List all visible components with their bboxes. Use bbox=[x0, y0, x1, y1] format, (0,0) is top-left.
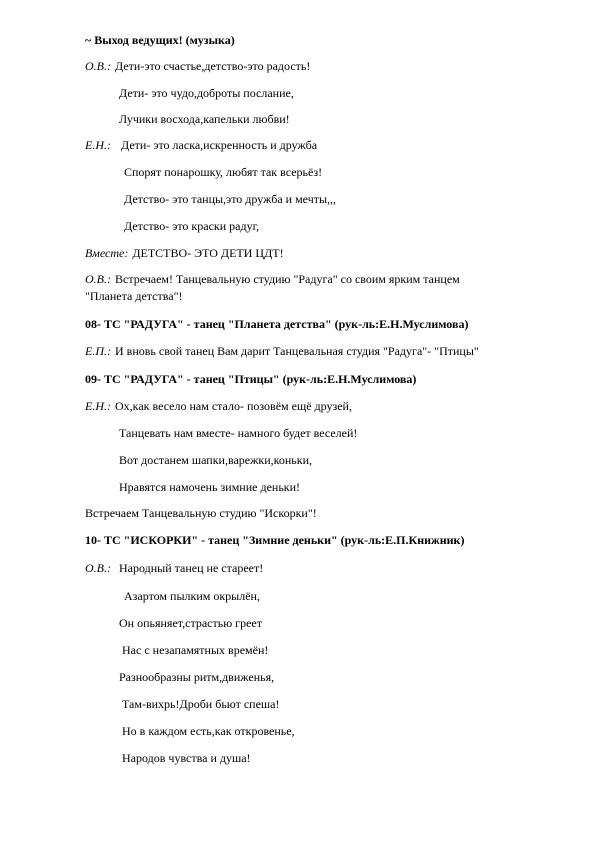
verse-line: Лучики восхода,капельки любви! bbox=[119, 112, 290, 126]
speaker-line bbox=[85, 399, 352, 413]
verse-line: Вот достанем шапки,варежки,коньки, bbox=[119, 453, 313, 467]
speaker-label: О.В.: bbox=[85, 272, 111, 286]
speaker-line bbox=[85, 561, 263, 575]
speaker-label: Е.Н.: bbox=[85, 399, 111, 413]
speaker-line bbox=[85, 246, 284, 260]
verse-line: Нравятся намочень зимние деньки! bbox=[119, 480, 301, 494]
line-text: И вновь свой танец Вам дарит Танцевальная студия "Радуга"- "Птицы" bbox=[115, 344, 479, 358]
heading-line: 10- ТС "ИСКОРКИ" - танец "Зимние деньки" (рук-ль:Е.П.Книжник) bbox=[85, 533, 465, 547]
plain-line: Встречаем Танцевальную студию "Искорки"! bbox=[85, 506, 317, 520]
line-text: Встречаем! Танцевальную студию "Радуга" со своим ярким танцем bbox=[115, 272, 460, 286]
speaker-label: О.В.: bbox=[85, 561, 111, 575]
verse-line: Дети- это чудо,доброты послание, bbox=[119, 86, 294, 100]
verse-line: Спорят понарошку, любят так всерьёз! bbox=[124, 165, 323, 179]
line-text: Дети- это ласка,искренность и дружба bbox=[121, 138, 318, 152]
heading-line: ~ Выход ведущих! (музыка) bbox=[85, 33, 235, 47]
speaker-line bbox=[85, 272, 460, 286]
verse-line: Нас с незапамятных времён! bbox=[122, 643, 269, 657]
verse-line: Он опьяняет,страстью греет bbox=[119, 616, 262, 630]
verse-line: Но в каждом есть,как откровенье, bbox=[122, 724, 295, 738]
speaker-line bbox=[85, 138, 317, 152]
verse-line: Детство- это краски радуг, bbox=[124, 219, 260, 233]
line-text: Дети-это счастье,детство-это радость! bbox=[115, 59, 311, 73]
speaker-label: Е.П.: bbox=[85, 344, 111, 358]
speaker-label: О.В.: bbox=[85, 59, 111, 73]
verse-line: Народов чувства и душа! bbox=[122, 751, 251, 765]
verse-line: Детство- это танцы,это дружба и мечты,,, bbox=[124, 192, 337, 206]
line-text: Ох,как весело нам стало- позовём ещё друзей, bbox=[115, 399, 352, 413]
plain-line: "Планета детства"! bbox=[85, 289, 183, 303]
heading-line: 08- ТС "РАДУГА" - танец "Планета детства" (рук-ль:Е.Н.Муслимова) bbox=[85, 317, 469, 331]
speaker-line bbox=[85, 344, 479, 358]
line-text: ДЕТСТВО- ЭТО ДЕТИ ЦДТ! bbox=[132, 246, 284, 260]
speaker-label: Е.Н.: bbox=[85, 138, 111, 152]
verse-line: Азартом пылким окрылён, bbox=[124, 589, 260, 603]
heading-line: 09- ТС "РАДУГА" - танец "Птицы" (рук-ль:Е.Н.Муслимова) bbox=[85, 372, 417, 386]
speaker-label: Вместе: bbox=[85, 246, 129, 260]
line-text: Народный танец не стареет! bbox=[119, 561, 264, 575]
speaker-line bbox=[85, 59, 310, 73]
verse-line: Танцевать нам вместе- намного будет веселей! bbox=[119, 426, 358, 440]
verse-line: Разнообразны ритм,движенья, bbox=[119, 670, 275, 684]
verse-line: Там-вихрь!Дроби бьют спеша! bbox=[122, 697, 280, 711]
